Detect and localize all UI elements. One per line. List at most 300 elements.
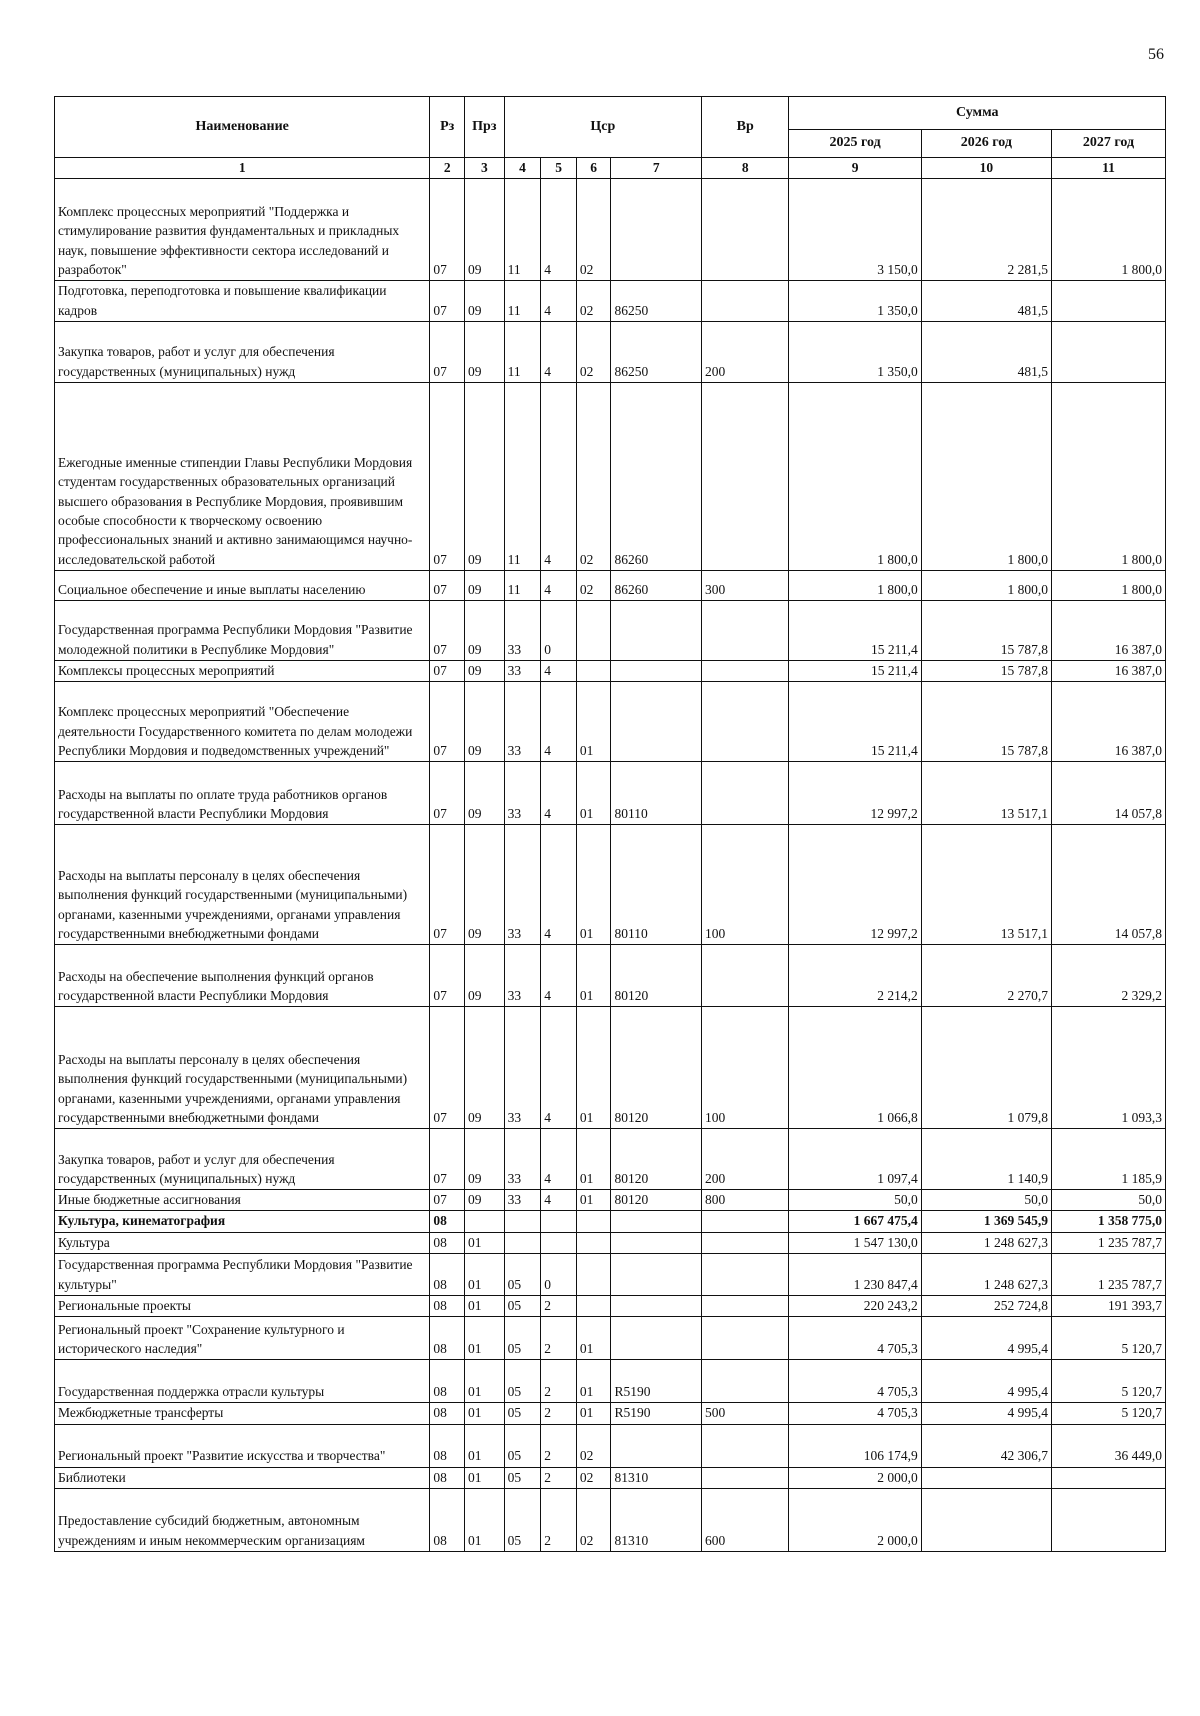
row-amount-2027 [1051,281,1165,322]
row-amount-2025: 1 097,4 [789,1129,921,1190]
table-row [55,1254,1166,1296]
row-tsr-structural: 02 [576,382,611,570]
row-tsr-direction: 80120 [611,945,702,1007]
row-tsr-type: 0 [541,1254,577,1296]
row-tsr-type: 4 [541,682,577,762]
row-tsr-type: 4 [541,825,577,945]
table-row [55,660,1166,681]
row-tsr-structural: 01 [576,682,611,762]
budget-table [54,96,1166,1552]
row-amount-2026: 2 281,5 [921,179,1051,281]
row-vr [702,1467,789,1488]
row-prz: 09 [464,570,504,600]
row-amount-2026: 252 724,8 [921,1296,1051,1317]
row-tsr-structural: 01 [576,1190,611,1211]
table-row [55,682,1166,762]
row-tsr-program: 11 [504,281,541,322]
row-rz: 07 [430,660,465,681]
table-row [55,600,1166,660]
row-amount-2025: 12 997,2 [789,825,921,945]
row-name: Расходы на выплаты персоналу в целях обеспечения выполнения функций государственными (муниципальными) органами, казенными учреждениями, органами управления государственными внебюджетными фондами [55,825,430,945]
row-amount-2027: 1 358 775,0 [1051,1211,1165,1232]
row-tsr-program: 33 [504,1129,541,1190]
row-amount-2027: 1 800,0 [1051,382,1165,570]
table-row [55,281,1166,322]
row-vr: 300 [702,570,789,600]
row-name: Иные бюджетные ассигнования [55,1190,430,1211]
row-amount-2026: 1 248 627,3 [921,1232,1051,1253]
row-amount-2025: 1 350,0 [789,321,921,382]
row-amount-2027: 36 449,0 [1051,1424,1165,1467]
header-year-2025: 2025 год [789,130,921,158]
row-prz: 01 [464,1360,504,1403]
row-amount-2027: 16 387,0 [1051,660,1165,681]
row-prz: 09 [464,281,504,322]
row-amount-2027: 5 120,7 [1051,1317,1165,1360]
row-amount-2025: 2 214,2 [789,945,921,1007]
row-vr [702,682,789,762]
row-tsr-structural: 01 [576,1007,611,1129]
row-tsr-program: 33 [504,682,541,762]
row-rz: 07 [430,570,465,600]
row-rz: 07 [430,1190,465,1211]
row-prz: 09 [464,660,504,681]
row-tsr-program: 05 [504,1360,541,1403]
row-tsr-direction: 86260 [611,382,702,570]
row-vr [702,1360,789,1403]
row-tsr-type: 4 [541,281,577,322]
row-tsr-program: 05 [504,1254,541,1296]
row-tsr-type: 4 [541,382,577,570]
row-amount-2025: 1 066,8 [789,1007,921,1129]
row-name: Ежегодные именные стипендии Главы Республики Мордовия студентам государственных образовательных организаций высшего образования в Республике Мордовия, проявившим особые способности к творческому освоению профессиональных знаний и активно занимающимся научно-исследовательской работой [55,382,430,570]
row-name: Расходы на выплаты по оплате труда работников органов государственной власти Республики Мордовия [55,762,430,825]
row-prz: 09 [464,179,504,281]
row-tsr-direction [611,1232,702,1253]
row-prz: 09 [464,825,504,945]
row-vr [702,660,789,681]
row-tsr-program: 05 [504,1467,541,1488]
column-number: 11 [1051,158,1165,179]
column-number: 8 [702,158,789,179]
header-row-1 [55,97,1166,130]
row-name: Подготовка, переподготовка и повышение квалификации кадров [55,281,430,322]
table-row [55,321,1166,382]
row-tsr-program: 11 [504,570,541,600]
row-rz: 08 [430,1296,465,1317]
row-amount-2026 [921,1488,1051,1551]
table-row [55,1211,1166,1232]
row-rz: 07 [430,825,465,945]
row-vr [702,762,789,825]
row-amount-2025: 1 667 475,4 [789,1211,921,1232]
row-name: Региональный проект "Сохранение культурного и исторического наследия" [55,1317,430,1360]
row-tsr-structural: 01 [576,1317,611,1360]
row-tsr-type: 4 [541,762,577,825]
row-amount-2026: 15 787,8 [921,660,1051,681]
row-tsr-structural [576,600,611,660]
row-tsr-type: 4 [541,945,577,1007]
row-tsr-type: 4 [541,1190,577,1211]
row-amount-2026: 481,5 [921,321,1051,382]
row-amount-2026: 13 517,1 [921,825,1051,945]
table-row [55,1488,1166,1551]
row-prz: 09 [464,1190,504,1211]
row-tsr-direction: R5190 [611,1403,702,1424]
row-amount-2026: 481,5 [921,281,1051,322]
row-amount-2027: 5 120,7 [1051,1403,1165,1424]
row-amount-2027: 50,0 [1051,1190,1165,1211]
row-name: Комплексы процессных мероприятий [55,660,430,681]
row-tsr-type: 2 [541,1488,577,1551]
row-amount-2025: 4 705,3 [789,1360,921,1403]
row-name: Расходы на обеспечение выполнения функций органов государственной власти Республики Мордовия [55,945,430,1007]
row-name: Социальное обеспечение и иные выплаты населению [55,570,430,600]
row-prz: 01 [464,1488,504,1551]
row-tsr-program: 11 [504,321,541,382]
row-vr [702,1424,789,1467]
row-tsr-type: 2 [541,1360,577,1403]
row-amount-2026: 1 800,0 [921,382,1051,570]
header-vr: Вр [702,97,789,158]
row-tsr-program: 05 [504,1488,541,1551]
table-row [55,1232,1166,1253]
row-tsr-direction: 86260 [611,570,702,600]
row-vr [702,1232,789,1253]
row-prz: 01 [464,1317,504,1360]
row-rz: 07 [430,281,465,322]
row-vr [702,1211,789,1232]
row-amount-2027: 5 120,7 [1051,1360,1165,1403]
row-rz: 08 [430,1424,465,1467]
row-amount-2026: 1 079,8 [921,1007,1051,1129]
row-name: Расходы на выплаты персоналу в целях обеспечения выполнения функций государственными (муниципальными) органами, казенными учреждениями, органами управления государственными внебюджетными фондами [55,1007,430,1129]
row-tsr-program: 33 [504,600,541,660]
row-tsr-direction [611,1424,702,1467]
row-amount-2027 [1051,1488,1165,1551]
column-number: 9 [789,158,921,179]
row-amount-2026: 1 140,9 [921,1129,1051,1190]
row-tsr-structural: 02 [576,1424,611,1467]
row-amount-2025: 3 150,0 [789,179,921,281]
table-row [55,945,1166,1007]
table-row [55,1190,1166,1211]
row-prz: 01 [464,1232,504,1253]
row-rz: 08 [430,1360,465,1403]
row-vr: 500 [702,1403,789,1424]
column-number: 4 [504,158,541,179]
header-rz: Рз [430,97,465,158]
table-row [55,1129,1166,1190]
row-amount-2026: 13 517,1 [921,762,1051,825]
row-rz: 08 [430,1211,465,1232]
row-rz: 08 [430,1488,465,1551]
row-amount-2025: 12 997,2 [789,762,921,825]
row-vr: 100 [702,825,789,945]
row-amount-2027 [1051,1467,1165,1488]
row-tsr-type: 2 [541,1424,577,1467]
row-name: Культура [55,1232,430,1253]
row-prz: 09 [464,382,504,570]
row-name: Государственная программа Республики Мордовия "Развитие культуры" [55,1254,430,1296]
row-name: Региональные проекты [55,1296,430,1317]
row-vr [702,1254,789,1296]
row-name: Государственная программа Республики Мордовия "Развитие молодежной политики в Республике Мордовия" [55,600,430,660]
row-tsr-direction [611,682,702,762]
row-prz: 01 [464,1296,504,1317]
row-vr: 100 [702,1007,789,1129]
row-amount-2025: 15 211,4 [789,660,921,681]
row-amount-2025: 4 705,3 [789,1403,921,1424]
row-tsr-direction [611,600,702,660]
row-vr [702,600,789,660]
row-rz: 07 [430,1007,465,1129]
row-prz: 09 [464,1007,504,1129]
row-tsr-type: 4 [541,321,577,382]
row-tsr-type: 4 [541,1007,577,1129]
row-rz: 08 [430,1232,465,1253]
row-name: Комплекс процессных мероприятий "Поддержка и стимулирование развития фундаментальных и прикладных наук, повышение эффективности сектора исследований и разработок" [55,179,430,281]
row-name: Культура, кинематография [55,1211,430,1232]
row-tsr-structural: 02 [576,179,611,281]
row-tsr-structural [576,1296,611,1317]
table-row [55,1403,1166,1424]
row-tsr-program: 11 [504,382,541,570]
row-tsr-program: 05 [504,1424,541,1467]
row-amount-2025: 106 174,9 [789,1424,921,1467]
row-prz: 01 [464,1254,504,1296]
row-tsr-program: 33 [504,1190,541,1211]
row-amount-2027: 1 093,3 [1051,1007,1165,1129]
row-tsr-program [504,1232,541,1253]
table-row [55,1360,1166,1403]
row-tsr-structural: 01 [576,1403,611,1424]
row-tsr-direction [611,1296,702,1317]
row-rz: 07 [430,945,465,1007]
row-vr: 600 [702,1488,789,1551]
row-tsr-structural: 02 [576,570,611,600]
row-name: Региональный проект "Развитие искусства и творчества" [55,1424,430,1467]
column-number: 2 [430,158,465,179]
row-amount-2026: 1 800,0 [921,570,1051,600]
row-tsr-structural: 01 [576,762,611,825]
row-amount-2026: 1 248 627,3 [921,1254,1051,1296]
row-prz: 09 [464,762,504,825]
row-amount-2027: 191 393,7 [1051,1296,1165,1317]
row-vr: 200 [702,1129,789,1190]
row-tsr-direction: 81310 [611,1488,702,1551]
row-tsr-structural: 02 [576,321,611,382]
row-prz: 09 [464,945,504,1007]
row-tsr-structural: 02 [576,1488,611,1551]
column-number: 3 [464,158,504,179]
row-rz: 08 [430,1467,465,1488]
row-amount-2025: 1 800,0 [789,382,921,570]
row-rz: 08 [430,1403,465,1424]
row-vr [702,1296,789,1317]
row-amount-2027: 16 387,0 [1051,682,1165,762]
row-prz: 01 [464,1467,504,1488]
header-tsr: Цср [504,97,701,158]
row-tsr-direction: 86250 [611,321,702,382]
row-tsr-structural: 02 [576,281,611,322]
row-amount-2026: 4 995,4 [921,1360,1051,1403]
row-amount-2027: 2 329,2 [1051,945,1165,1007]
row-amount-2025: 1 230 847,4 [789,1254,921,1296]
row-rz: 07 [430,600,465,660]
table-row [55,382,1166,570]
row-tsr-type: 4 [541,660,577,681]
row-rz: 07 [430,682,465,762]
row-amount-2025: 4 705,3 [789,1317,921,1360]
row-tsr-program: 05 [504,1403,541,1424]
row-tsr-structural [576,1211,611,1232]
row-amount-2025: 15 211,4 [789,682,921,762]
row-amount-2027: 1 235 787,7 [1051,1254,1165,1296]
row-amount-2027: 16 387,0 [1051,600,1165,660]
table-row [55,1424,1166,1467]
row-name: Государственная поддержка отрасли культуры [55,1360,430,1403]
row-tsr-type: 4 [541,1129,577,1190]
row-amount-2026: 2 270,7 [921,945,1051,1007]
row-tsr-direction [611,1317,702,1360]
row-amount-2026 [921,1467,1051,1488]
column-number: 7 [611,158,702,179]
row-tsr-direction: R5190 [611,1360,702,1403]
row-prz: 09 [464,1129,504,1190]
row-name: Закупка товаров, работ и услуг для обеспечения государственных (муниципальных) нужд [55,321,430,382]
header-summa: Сумма [789,97,1166,130]
header-name: Наименование [55,97,430,158]
row-vr: 200 [702,321,789,382]
row-tsr-type: 0 [541,600,577,660]
row-tsr-program: 33 [504,660,541,681]
row-amount-2026: 15 787,8 [921,682,1051,762]
row-prz: 09 [464,682,504,762]
row-name: Комплекс процессных мероприятий "Обеспечение деятельности Государственного комитета по делам молодежи Республики Мордовия и подведомственных учреждений" [55,682,430,762]
row-amount-2025: 1 800,0 [789,570,921,600]
row-tsr-structural: 02 [576,1467,611,1488]
row-tsr-structural: 01 [576,1129,611,1190]
row-tsr-structural [576,1254,611,1296]
row-amount-2026: 50,0 [921,1190,1051,1211]
row-amount-2026: 4 995,4 [921,1317,1051,1360]
row-amount-2027 [1051,321,1165,382]
row-name: Предоставление субсидий бюджетным, автономным учреждениям и иным некоммерческим организациям [55,1488,430,1551]
row-tsr-direction [611,179,702,281]
row-rz: 07 [430,179,465,281]
row-prz: 01 [464,1424,504,1467]
row-rz: 07 [430,382,465,570]
row-tsr-direction: 80120 [611,1190,702,1211]
row-tsr-direction: 80120 [611,1007,702,1129]
row-rz: 08 [430,1317,465,1360]
row-tsr-program: 33 [504,762,541,825]
row-tsr-program: 33 [504,825,541,945]
header-prz: Прз [464,97,504,158]
row-amount-2026: 4 995,4 [921,1403,1051,1424]
row-tsr-direction: 86250 [611,281,702,322]
row-tsr-type: 2 [541,1467,577,1488]
row-amount-2025: 220 243,2 [789,1296,921,1317]
row-prz [464,1211,504,1232]
row-tsr-type [541,1232,577,1253]
table-row [55,762,1166,825]
table-body [55,179,1166,1552]
row-amount-2025: 2 000,0 [789,1488,921,1551]
row-amount-2027: 1 800,0 [1051,179,1165,281]
row-prz: 01 [464,1403,504,1424]
column-number: 1 [55,158,430,179]
row-tsr-type: 4 [541,179,577,281]
row-amount-2025: 1 350,0 [789,281,921,322]
table-row [55,1467,1166,1488]
row-vr [702,945,789,1007]
row-tsr-program: 33 [504,1007,541,1129]
row-tsr-direction [611,1211,702,1232]
page-number: 56 [1148,46,1164,63]
row-tsr-direction [611,1254,702,1296]
row-tsr-structural: 01 [576,945,611,1007]
row-amount-2027: 1 800,0 [1051,570,1165,600]
row-rz: 07 [430,321,465,382]
row-amount-2025: 1 547 130,0 [789,1232,921,1253]
column-number: 6 [576,158,611,179]
table-row [55,570,1166,600]
row-tsr-type [541,1211,577,1232]
row-amount-2027: 1 185,9 [1051,1129,1165,1190]
table-row [55,179,1166,281]
row-amount-2026: 1 369 545,9 [921,1211,1051,1232]
row-tsr-type: 2 [541,1317,577,1360]
table-row [55,1296,1166,1317]
table-row [55,1007,1166,1129]
row-amount-2027: 14 057,8 [1051,762,1165,825]
row-tsr-direction: 80120 [611,1129,702,1190]
header-year-2027: 2027 год [1051,130,1165,158]
table-row [55,825,1166,945]
row-amount-2026: 15 787,8 [921,600,1051,660]
header-year-2026: 2026 год [921,130,1051,158]
row-name: Межбюджетные трансферты [55,1403,430,1424]
row-tsr-type: 2 [541,1403,577,1424]
row-tsr-program: 11 [504,179,541,281]
row-tsr-direction: 80110 [611,825,702,945]
column-number-row [55,158,1166,179]
column-number: 10 [921,158,1051,179]
row-amount-2025: 2 000,0 [789,1467,921,1488]
row-tsr-program: 05 [504,1296,541,1317]
row-rz: 07 [430,762,465,825]
row-vr [702,179,789,281]
row-vr [702,382,789,570]
row-tsr-type: 4 [541,570,577,600]
row-vr: 800 [702,1190,789,1211]
row-tsr-program: 05 [504,1317,541,1360]
row-tsr-program [504,1211,541,1232]
row-tsr-structural [576,660,611,681]
row-tsr-structural [576,1232,611,1253]
row-vr [702,1317,789,1360]
row-amount-2026: 42 306,7 [921,1424,1051,1467]
row-amount-2025: 50,0 [789,1190,921,1211]
row-amount-2027: 14 057,8 [1051,825,1165,945]
row-prz: 09 [464,321,504,382]
row-tsr-direction [611,660,702,681]
row-tsr-structural: 01 [576,825,611,945]
row-name: Библиотеки [55,1467,430,1488]
row-amount-2025: 15 211,4 [789,600,921,660]
